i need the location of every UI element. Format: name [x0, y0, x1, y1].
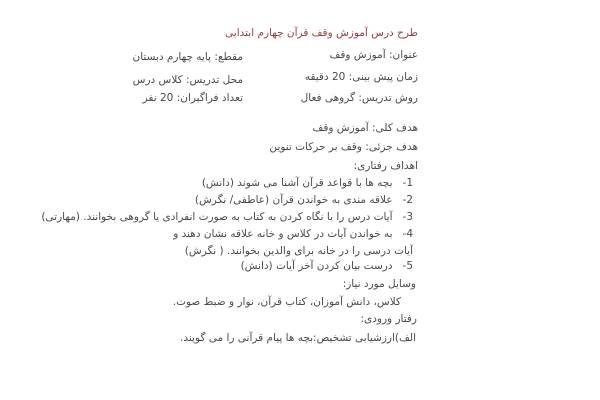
objective-item-5: [241, 258, 413, 275]
info-method: روش تدریس: گروهی فعال: [300, 92, 418, 104]
objective-text: درست بیان کردن آخر آیات (دانش): [240, 260, 393, 272]
info-grade: مقطع: پایه چهارم دبستان: [132, 51, 243, 63]
info-duration: زمان پیش بینی: 20 دقیقه: [304, 71, 418, 83]
diagnostic-evaluation: الف)ارزشیابی تشخیص:بچه ها پیام قرآنی را می گویند.: [180, 332, 416, 344]
objective-text: به خواندن آیات در کلاس و خانه علاقه نشان دهند و آیات درسی را در خانه برای والدین بخوانند. ( نگرش): [173, 228, 413, 257]
page-title: طرح درس آموزش وقف قرآن چهارم ابتدایی: [225, 27, 418, 39]
info-title: عنوان: آموزش وقف: [329, 49, 418, 61]
entry-behavior-heading: رفتار ورودی:: [360, 313, 417, 325]
objective-number: 5-: [402, 260, 413, 272]
materials-list: کلاس، دانش آموزان، کتاب قرآن، نوار و ضبط صوت.: [172, 296, 401, 308]
objective-number: 4-: [402, 228, 413, 240]
objective-text: علاقه مندی به خواندن قرآن (عاطفی/ نگرش): [194, 194, 393, 206]
objective-item-3: [41, 209, 413, 226]
objective-number: 2-: [402, 194, 413, 206]
objective-text: آیات درس را با نگاه کردن به کتاب به صورت انفرادی یا گروهی بخوانند. (مهارتی): [41, 211, 393, 223]
objectives-heading: اهداف رفتاری:: [353, 160, 418, 172]
objective-item-4: [161, 226, 413, 260]
objective-item-2: [195, 192, 413, 209]
goal-partial: هدف جزئی: وقف بر حرکات تنوین: [269, 141, 418, 153]
goal-general: هدف کلی: آموزش وقف: [312, 122, 418, 134]
objective-item-1: [202, 175, 413, 192]
objective-text: بچه ها با قواعد قرآن آشنا می شوند (دانش): [201, 177, 393, 189]
objective-number: 1-: [402, 177, 413, 189]
info-learners: تعداد فراگیران: 20 نفر: [142, 92, 243, 104]
info-location: محل تدریس: کلاس درس: [132, 74, 243, 86]
objective-number: 3-: [402, 211, 413, 223]
materials-heading: وسایل مورد نیاز:: [342, 278, 416, 290]
